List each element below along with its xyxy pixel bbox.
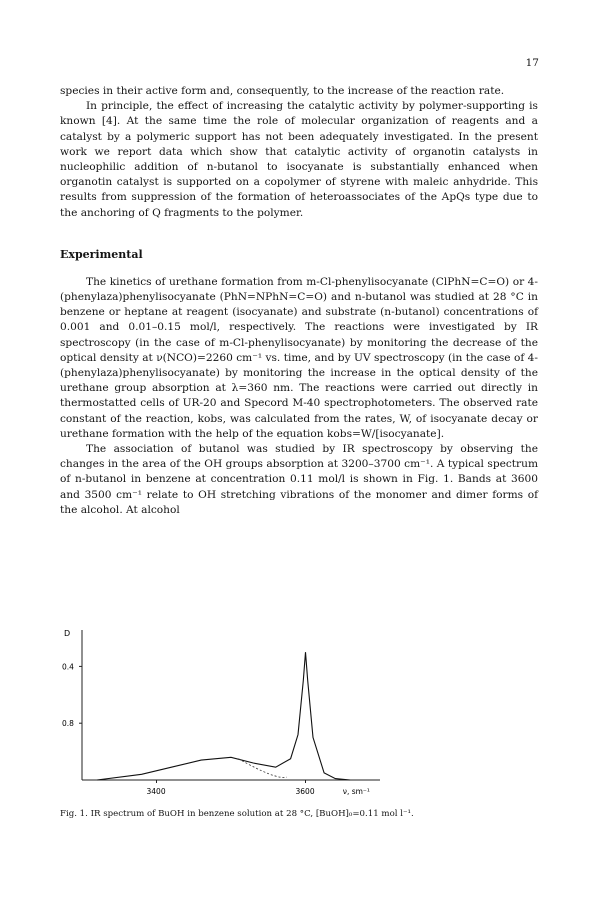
y-tick-label: 0.8 <box>62 719 74 729</box>
page-number: 17 <box>525 57 539 69</box>
ir-spectrum-chart <box>60 618 540 803</box>
y-axis-label: D <box>64 629 71 638</box>
figure-1 <box>60 618 540 858</box>
paragraph-continuation: species in their active form and, consequently, to the increase of the reaction rate. <box>60 85 505 97</box>
figure-caption: Fig. 1. IR spectrum of BuOH in benzene solution at 28 °C, [BuOH]₀=0.11 mol l⁻¹. <box>60 809 414 819</box>
spectrum-line <box>97 652 350 780</box>
x-tick-label: 3400 <box>146 787 166 796</box>
paragraph-kinetics: The kinetics of urethane formation from m-Cl-phenylisocyanate (ClPhN=C=O) or 4-(phenylaza)phenylisocyanate (PhN=NPhN=C=O) and n-butanol was studied at 28 °C in benzene or heptane at reagent (isocyanate) and substrate (n-butanol) concentrations of 0.001 and 0.01–0.15 mol/l, respectively. The reactions were investigated by IR spectroscopy (in the case of m-Cl-phenylisocyanate) by monitoring the decrease of the optical density at ν(NCO)=2260 cm⁻¹ vs. time, and by UV spectroscopy (in the case of 4-(phenylaza)phenylisocyanate) by monitoring the increase in the optical density of the urethane group absorption at λ=360 nm. The reactions were carried out directly in thermostatted cells of UR-20 and Specord M-40 spectrophotometers. The observed rate constant of the reaction, kobs, was calculated from the rates, W, of isocyanate decay or urethane formation with the help of the equation kobs=W/[isocyanate]. <box>60 275 538 440</box>
article-body <box>60 84 538 518</box>
paragraph-association: The association of butanol was studied by IR spectroscopy by observing the changes in the area of the OH groups absorption at 3200–3700 cm⁻¹. A typical spectrum of n-butanol in benzene at concentration 0.11 mol/l is shown in Fig. 1. Bands at 3600 and 3500 cm⁻¹ relate to OH stretching vibrations of the monomer and dimer forms of the alcohol. At alcohol <box>60 443 538 516</box>
paragraph-intro: In principle, the effect of increasing the catalytic activity by polymer-supporting is known [4]. At the same time the role of molecular organization of reagents and a catalyst by a polymeric support has not been adequately investigated. In the present work we report data which show that catalytic activity of organotin catalysts in nucleophilic addition of n-butanol to isocyanate is substantially enhanced when organotin catalyst is supported on a copolymer of styrene with maleic anhydride. This results from suppression of the formation of heteroassociates of the ApQs type due to the anchoring of Q fragments to the polymer. <box>60 100 538 219</box>
y-tick-label: 0.4 <box>62 662 74 672</box>
x-tick-label: 3600 <box>295 787 315 796</box>
section-heading: Experimental <box>60 247 143 261</box>
x-axis-label: ν, sm⁻¹ <box>342 787 370 796</box>
